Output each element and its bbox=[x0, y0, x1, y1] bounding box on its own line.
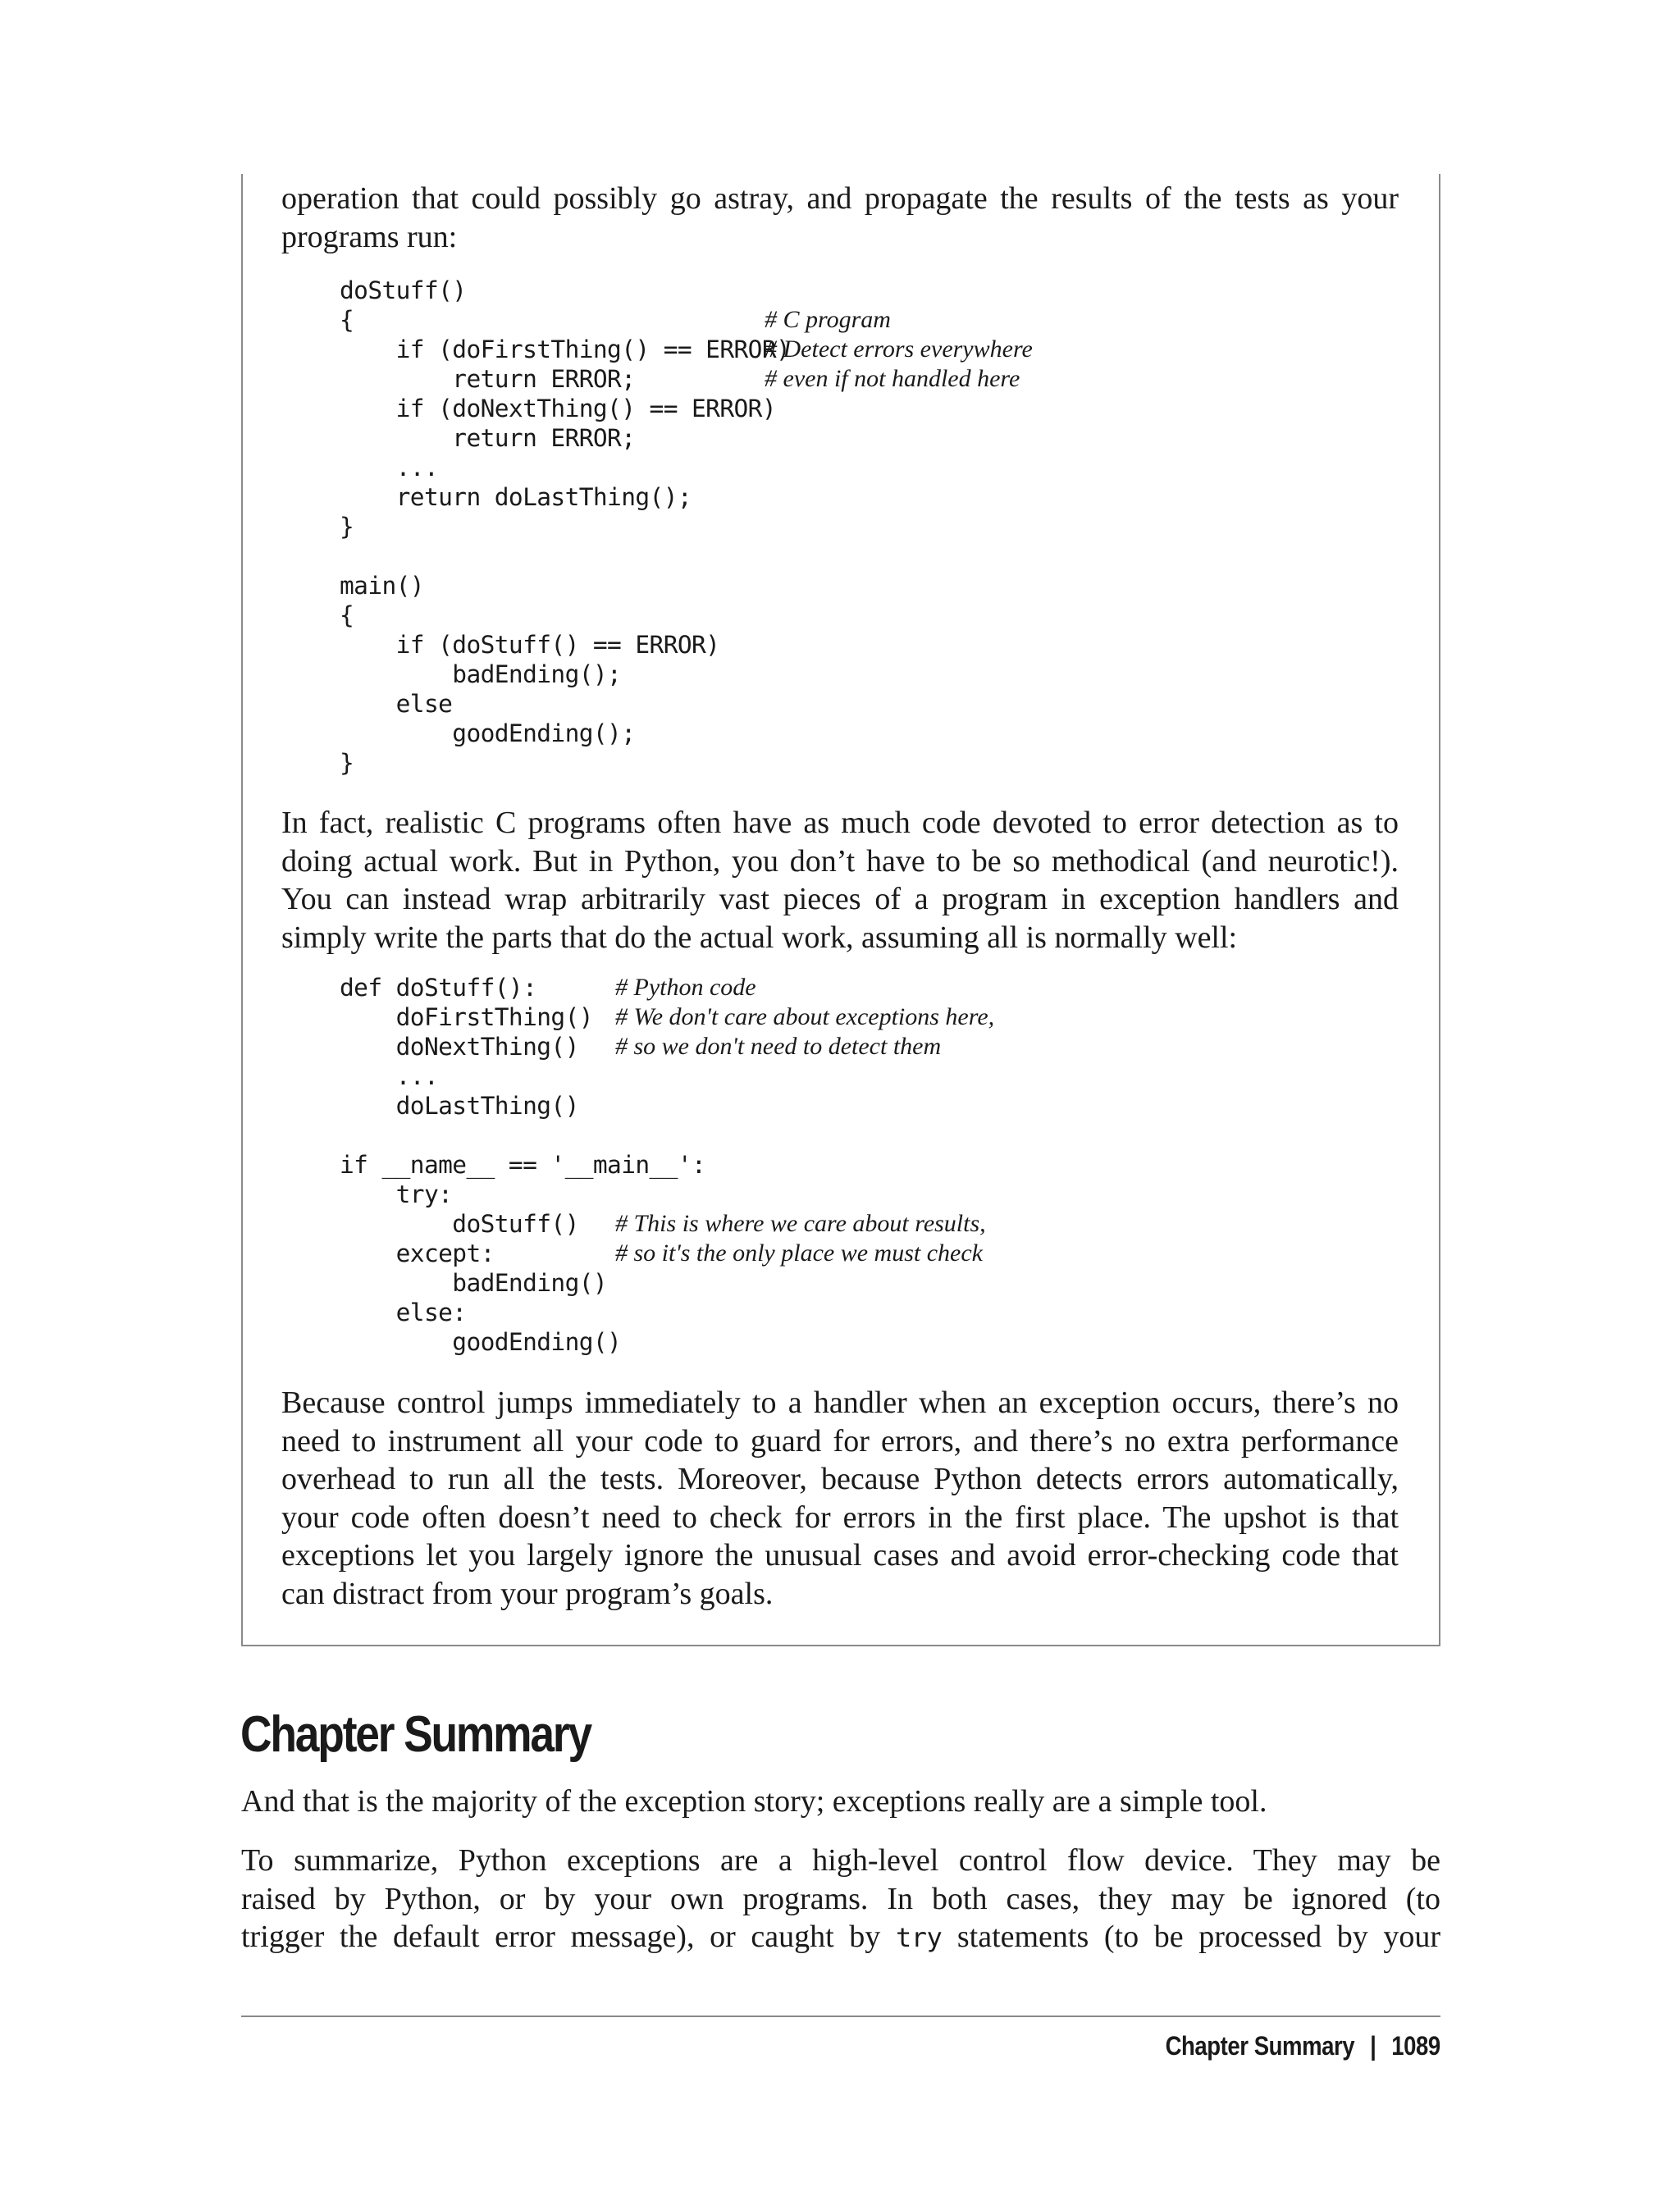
code-line bbox=[340, 276, 790, 305]
code-line bbox=[340, 453, 790, 482]
code-text: doLastThing() bbox=[340, 1092, 579, 1120]
code-comment: # Python code bbox=[615, 974, 756, 1001]
code-text: if (doFirstThing() == ERROR) bbox=[340, 336, 791, 363]
closing-line: need to instrument all your code to guard for errors, and there’s no extra performance bbox=[281, 1423, 1399, 1459]
code-comment: # C program bbox=[765, 306, 891, 333]
code-line bbox=[340, 512, 790, 541]
code-line bbox=[340, 1298, 705, 1327]
code-text: badEnding(); bbox=[340, 660, 622, 688]
code-line bbox=[340, 1032, 942, 1061]
code-text: if (doStuff() == ERROR) bbox=[340, 631, 720, 659]
code-text: } bbox=[340, 513, 354, 541]
intro-line: programs run: bbox=[281, 219, 458, 254]
code-comment: # so we don't need to detect them bbox=[615, 1033, 942, 1060]
middle-line: simply write the parts that do the actual work, assuming all is normally well: bbox=[281, 920, 1238, 955]
middle-line: doing actual work. But in Python, you don’t have to be so methodical (and neurotic!). bbox=[281, 843, 1399, 879]
code-line bbox=[340, 1239, 983, 1268]
code-text: doStuff() bbox=[340, 1210, 579, 1238]
intro-line: operation that could possibly go astray, and propagate the results of the tests as your bbox=[281, 181, 1399, 216]
intro-paragraph bbox=[281, 180, 1399, 256]
code-line bbox=[340, 1327, 705, 1357]
closing-paragraph bbox=[281, 1384, 1399, 1613]
middle-line: In fact, realistic C programs often have as much code devoted to error detection as to bbox=[281, 806, 1399, 840]
closing-line: Because control jumps immediately to a handler when an exception occurs, there’s no bbox=[281, 1386, 1399, 1420]
footer-separator: | bbox=[1370, 2031, 1376, 2061]
summary-line bbox=[241, 1918, 1440, 1957]
code-text: { bbox=[340, 306, 354, 334]
closing-line: exceptions let you largely ignore the unusual cases and avoid error-checking code that bbox=[281, 1538, 1399, 1573]
code-line bbox=[340, 973, 756, 1002]
middle-paragraph bbox=[281, 804, 1399, 956]
closing-line: overhead to run all the tests. Moreover, because Python detects errors automatically, bbox=[281, 1462, 1399, 1496]
code-line bbox=[340, 571, 790, 600]
code-line bbox=[340, 1061, 705, 1091]
code-text: goodEnding(); bbox=[340, 719, 636, 747]
code-line bbox=[340, 394, 790, 423]
closing-line: your code often doesn’t need to check for errors in the first place. The upshot is that bbox=[281, 1500, 1399, 1535]
code-line bbox=[340, 1150, 705, 1180]
code-line bbox=[340, 600, 790, 630]
code-line bbox=[340, 1180, 705, 1209]
code-text: except: bbox=[340, 1239, 495, 1267]
c-code-block bbox=[340, 276, 1033, 778]
closing-line: can distract from your program’s goals. bbox=[281, 1576, 774, 1611]
summary-line: raised by Python, or by your own programs. In both cases, they may be ignored (to bbox=[241, 1881, 1440, 1916]
summary-line: To summarize, Python exceptions are a high-level control flow device. They may be bbox=[241, 1843, 1440, 1878]
code-line bbox=[340, 1268, 705, 1298]
code-line bbox=[340, 630, 790, 660]
code-text: goodEnding() bbox=[340, 1328, 622, 1356]
summary-paragraph-1 bbox=[241, 1783, 1440, 1821]
code-line bbox=[340, 1091, 705, 1121]
code-line bbox=[340, 482, 790, 512]
code-line bbox=[340, 689, 790, 719]
code-text: try: bbox=[340, 1180, 453, 1208]
code-text: def doStuff(): bbox=[340, 974, 537, 1002]
code-line bbox=[340, 1209, 986, 1239]
code-line bbox=[340, 364, 1020, 394]
code-line bbox=[340, 335, 1033, 364]
code-text: } bbox=[340, 749, 354, 777]
code-text: return doLastThing(); bbox=[340, 483, 692, 511]
code-text: if __name__ == '__main__': bbox=[340, 1151, 706, 1179]
code-text: return ERROR; bbox=[340, 424, 636, 452]
code-line bbox=[340, 1121, 705, 1150]
footer-rule bbox=[241, 2016, 1440, 2017]
code-comment: # so it's the only place we must check bbox=[615, 1239, 983, 1267]
summary-text: statements (to be processed by your bbox=[942, 1920, 1440, 1954]
code-text: { bbox=[340, 601, 354, 629]
code-comment: # Detect errors everywhere bbox=[765, 336, 1033, 363]
code-text: doFirstThing() bbox=[340, 1003, 593, 1031]
code-text: else bbox=[340, 690, 453, 718]
code-line bbox=[340, 423, 790, 453]
page-number: 1089 bbox=[1391, 2031, 1440, 2061]
code-line bbox=[340, 748, 790, 778]
code-line bbox=[340, 660, 790, 689]
middle-line: You can instead wrap arbitrarily vast pieces of a program in exception handlers and bbox=[281, 882, 1399, 916]
code-text: ... bbox=[340, 454, 439, 482]
code-text: if (doNextThing() == ERROR) bbox=[340, 395, 776, 422]
summary-line: And that is the majority of the exception story; exceptions really are a simple tool. bbox=[241, 1784, 1267, 1819]
code-comment: # This is where we care about results, bbox=[615, 1210, 986, 1237]
code-line bbox=[340, 719, 790, 748]
code-text: main() bbox=[340, 572, 424, 600]
summary-text: trigger the default error message), or caught by bbox=[241, 1920, 896, 1954]
code-text: return ERROR; bbox=[340, 365, 636, 393]
code-text: ... bbox=[340, 1062, 439, 1090]
code-comment: # We don't care about exceptions here, bbox=[615, 1003, 995, 1030]
python-code-block bbox=[340, 973, 995, 1357]
code-text: badEnding() bbox=[340, 1269, 608, 1297]
page-footer bbox=[1166, 2029, 1440, 2062]
inline-code-try: try bbox=[895, 1922, 943, 1953]
running-title: Chapter Summary bbox=[1165, 2031, 1355, 2061]
code-comment: # even if not handled here bbox=[765, 365, 1020, 392]
code-text: doNextThing() bbox=[340, 1033, 579, 1061]
summary-paragraph-2 bbox=[241, 1842, 1440, 1957]
code-line bbox=[340, 541, 790, 571]
code-line bbox=[340, 1002, 995, 1032]
code-text: doStuff() bbox=[340, 276, 467, 304]
code-text: else: bbox=[340, 1299, 467, 1326]
section-heading: Chapter Summary bbox=[240, 1706, 591, 1763]
code-line bbox=[340, 305, 891, 335]
